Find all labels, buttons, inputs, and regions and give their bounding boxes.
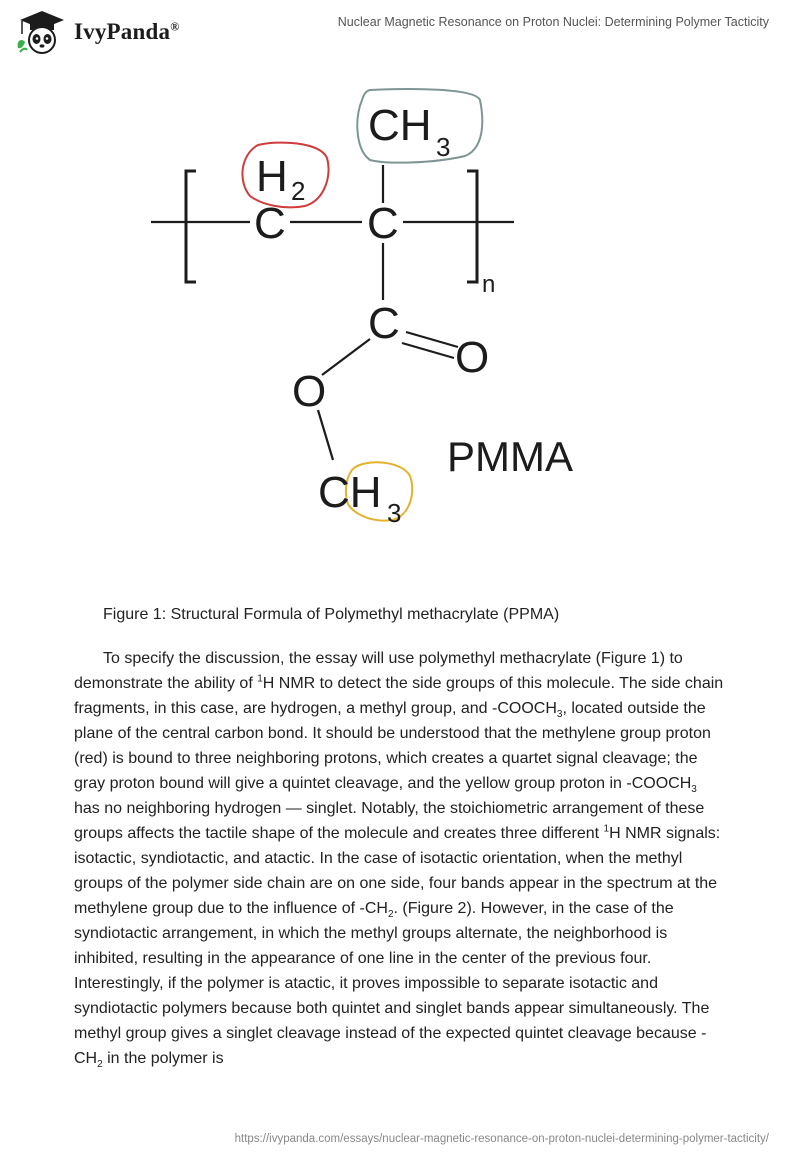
- brand-logo[interactable]: [14, 8, 179, 56]
- carbon-center: C: [367, 199, 399, 248]
- carbonyl-o: O: [455, 333, 490, 382]
- methyl-side-subscript: 3: [436, 132, 451, 162]
- figure-caption: Figure 1: Structural Formula of Polymethyl methacrylate (PPMA): [103, 606, 560, 623]
- carbonyl-double-bond-2: [402, 343, 454, 358]
- source-url-link[interactable]: https://ivypanda.com/essays/nuclear-magnetic-resonance-on-proton-nuclei-determining-polymer-tacticity/: [234, 1133, 769, 1145]
- pmma-structural-formula: [0, 80, 800, 560]
- left-bracket: [186, 171, 196, 282]
- ester-methyl-ch: CH: [318, 468, 382, 517]
- right-bracket: [467, 171, 477, 282]
- methyl-side-ch: CH: [368, 101, 432, 150]
- running-title: Nuclear Magnetic Resonance on Proton Nuclei: Determining Polymer Tacticity: [337, 15, 769, 29]
- ester-o: O: [292, 367, 327, 416]
- bond-ester-o-to-methyl: [318, 410, 333, 460]
- body-paragraph: To specify the discussion, the essay will use polymethyl methacrylate (Figure 1) to demonstrate the ability of $^1$H NMR to detect the side groups of this molecule. The side chain fragments, in this case, are hydrogen, a methyl group, and $-COOCH_3$, located outside the plane of the central carbon bond. It should be understood that the methylene group proton (red) is bound to three neighboring protons, which creates a quartet signal cleavage; the gray proton bound will give a quintet cleavage, and the yellow group proton in $-COOCH_3$ has no neighboring hydrogen — singlet. Notably, the stoichiometric arrangement of these groups affects the tactile shape of the molecule and creates three different $^1$H NMR signals: isotactic, syndiotactic, and atactic. In the case of isotactic orientation, when the methyl groups of the polymer side chain are on one side, four bands appear in the spectrum at the methylene group due to the influence of $-CH_2$. (Figure 2). However, in the case of the syndiotactic arrangement, in which the methyl groups alternate, the neighborhood is inhibited, resulting in the appearance of one line in the center of the previous four. Interestingly, if the polymer is atactic, it proves impossible to separate isotactic and syndiotactic polymers because both quintet and singlet bands appear simultaneously. The methyl group gives a singlet cleavage instead of the expected quintet cleavage because $-CH_2$ in the polymer is: [74, 650, 724, 1071]
- carbonyl-c: C: [368, 299, 400, 348]
- repeat-n: n: [482, 271, 496, 298]
- brand-name: IvyPanda®: [74, 19, 180, 44]
- ester-methyl-subscript: 3: [387, 498, 402, 528]
- methylene-h: H: [256, 152, 288, 201]
- bond-carbonyl-to-ester-o: [322, 339, 370, 375]
- carbon-left: C: [254, 199, 286, 248]
- pmma-label: PMMA: [447, 433, 573, 480]
- carbonyl-double-bond-1: [406, 332, 458, 347]
- methylene-subscript: 2: [291, 176, 306, 206]
- panda-graduate-icon: [14, 8, 68, 56]
